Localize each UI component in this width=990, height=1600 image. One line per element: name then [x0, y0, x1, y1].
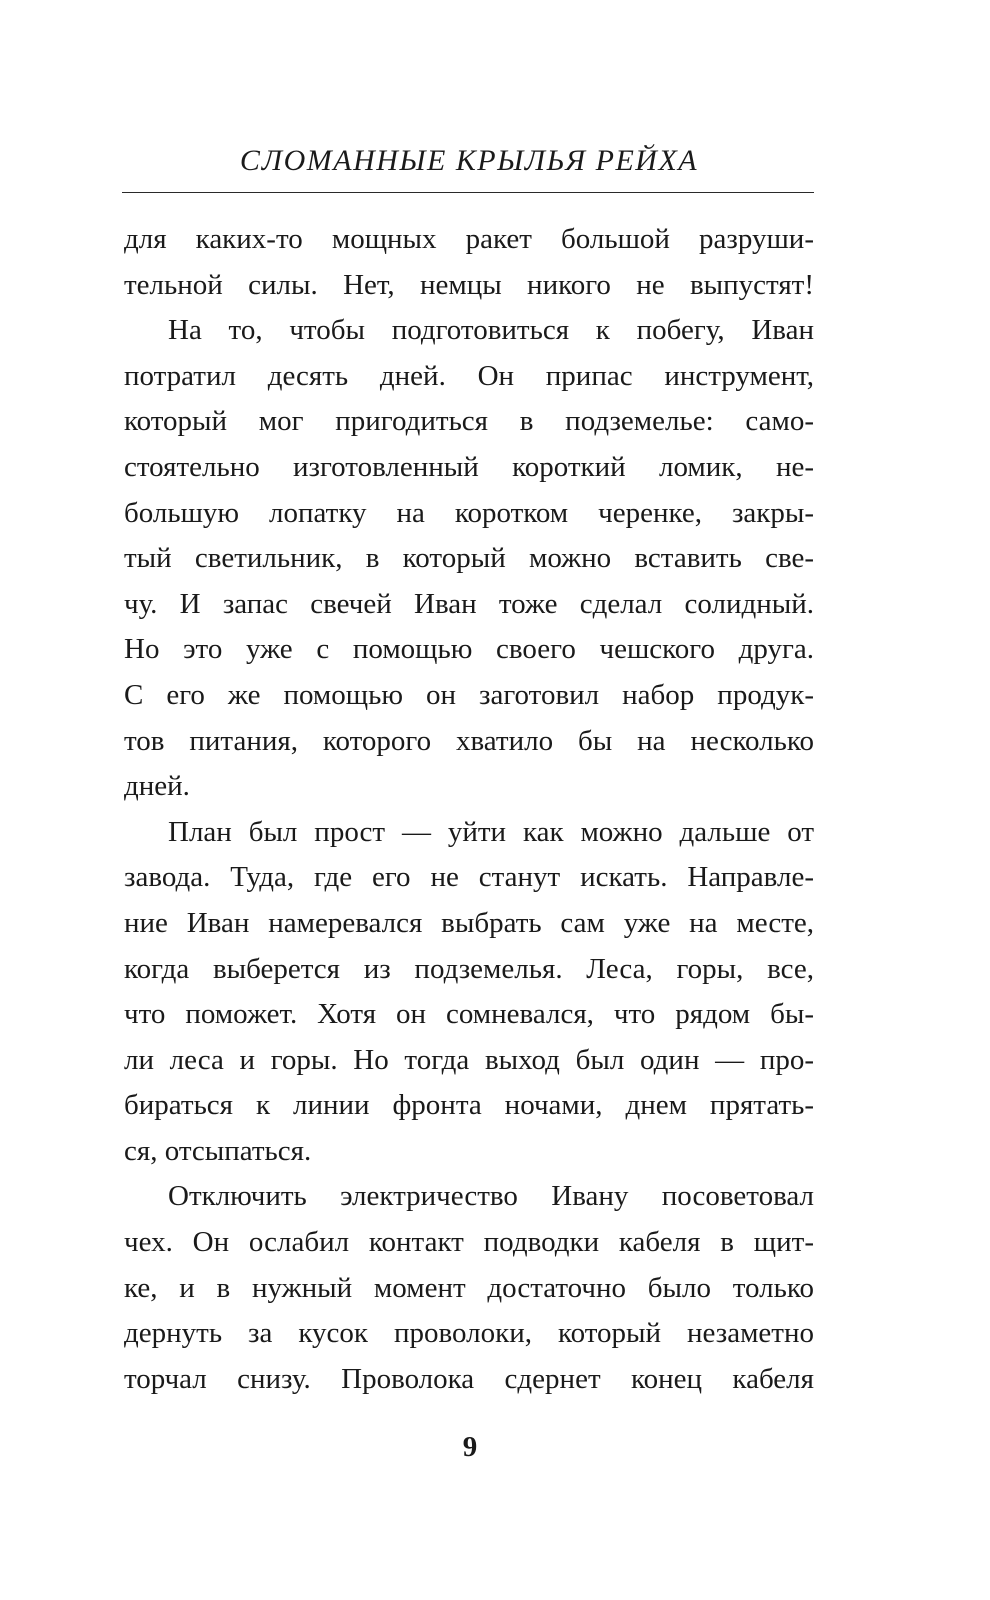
- text-line: когда выберется из подземелья. Леса, горы, все,: [124, 952, 814, 985]
- text-line: тый светильник, в который можно вставить све-: [124, 542, 814, 575]
- text-line: ке, и в нужный момент достаточно было только: [124, 1271, 814, 1304]
- text-line: завода. Туда, где его не станут искать. Направле-: [124, 861, 814, 894]
- text-line: Но это уже с помощью своего чешского друга.: [124, 633, 814, 666]
- text-line: План был прост — уйти как можно дальше от: [168, 815, 814, 848]
- text-line: бираться к линии фронта ночами, днем прятать-: [124, 1089, 814, 1122]
- text-line: дернуть за кусок проволоки, который незаметно: [124, 1317, 814, 1350]
- running-head: СЛОМАННЫЕ КРЫЛЬЯ РЕЙХА: [239, 144, 699, 177]
- text-line: тов питания, которого хватило бы на несколько: [124, 724, 814, 757]
- text-line: чех. Он ослабил контакт подводки кабеля в щит-: [124, 1226, 814, 1259]
- text-line: На то, чтобы подготовиться к побегу, Иван: [168, 314, 814, 347]
- text-line: стоятельно изготовленный короткий ломик, не-: [124, 450, 814, 483]
- page-number: 9: [462, 1431, 478, 1463]
- text-line: что поможет. Хотя он сомневался, что рядом бы-: [124, 998, 814, 1031]
- body-text: [124, 217, 814, 1402]
- text-line: потратил десять дней. Он припас инструмент,: [124, 359, 814, 392]
- text-line: торчал снизу. Проволока сдернет конец кабеля: [124, 1362, 814, 1395]
- text-line: С его же помощью он заготовил набор продук-: [124, 678, 814, 711]
- header-rule: [122, 192, 814, 193]
- text-line: чу. И запас свечей Иван тоже сделал солидный.: [124, 587, 814, 620]
- text-line: дней.: [124, 770, 190, 803]
- text-line: который мог пригодиться в подземелье: само-: [124, 405, 814, 438]
- text-line: ли леса и горы. Но тогда выход был один — про-: [124, 1043, 814, 1076]
- text-line: ся, отсыпаться.: [124, 1134, 312, 1167]
- text-line: Отключить электричество Ивану посоветовал: [168, 1180, 814, 1213]
- text-line: большую лопатку на коротком черенке, закры-: [124, 496, 814, 529]
- text-line: тельной силы. Нет, немцы никого не выпустят!: [124, 268, 814, 301]
- text-line: для каких-то мощных ракет большой разруши-: [124, 223, 814, 255]
- text-line: ние Иван намеревался выбрать сам уже на месте,: [124, 906, 814, 939]
